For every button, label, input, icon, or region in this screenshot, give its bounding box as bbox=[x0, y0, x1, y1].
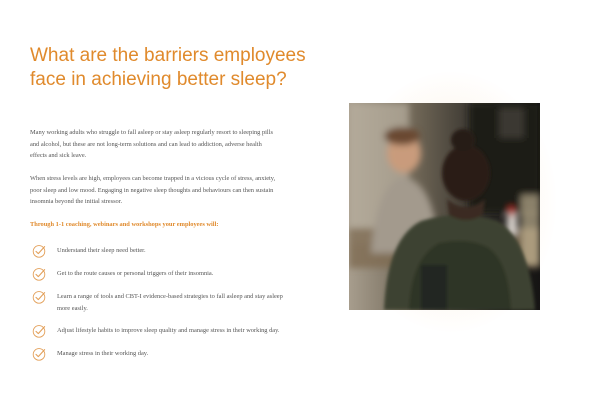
intro-paragraph: Many working adults who struggle to fall asleep or stay asleep regularly resort to sleeping pills and alcohol, but these are not long-term solutions and can lead to addiction, adverse health effects and sick leave. bbox=[30, 129, 273, 160]
check-circle-icon bbox=[32, 347, 46, 361]
list-item-text: Understand their sleep need better. bbox=[57, 247, 146, 254]
check-circle-icon bbox=[32, 244, 46, 258]
list-item-text: Learn a range of tools and CBT-I evidence-based strategies to fall asleep and stay asleep more easily. bbox=[57, 293, 283, 312]
list-item bbox=[32, 347, 292, 361]
list-item-text: Get to the route causes or personal triggers of their insomnia. bbox=[57, 270, 214, 277]
list-item-text: Manage stress in their working day. bbox=[57, 350, 149, 357]
check-circle-icon bbox=[32, 324, 46, 338]
check-circle-icon bbox=[32, 267, 46, 281]
check-circle-icon bbox=[32, 290, 46, 304]
section-heading: What are the barriers employees face in achieving better sleep? bbox=[30, 45, 306, 90]
list-item bbox=[32, 267, 292, 281]
benefits-list bbox=[32, 244, 292, 370]
benefits-lead: Through 1-1 coaching, webinars and workshops your employees will: bbox=[30, 221, 219, 228]
list-item-text: Adjust lifestyle habits to improve sleep quality and manage stress in their working day. bbox=[57, 327, 280, 334]
coaching-session-photo bbox=[349, 103, 540, 310]
list-item bbox=[32, 324, 292, 338]
list-item bbox=[32, 290, 292, 315]
list-item bbox=[32, 244, 292, 258]
stress-paragraph: When stress levels are high, employees can become trapped in a vicious cycle of stress, anxiety, poor sleep and low mood. Engaging in negative sleep thoughts and behaviours can then sustain insomnia beyond the initial stressor. bbox=[30, 175, 276, 206]
